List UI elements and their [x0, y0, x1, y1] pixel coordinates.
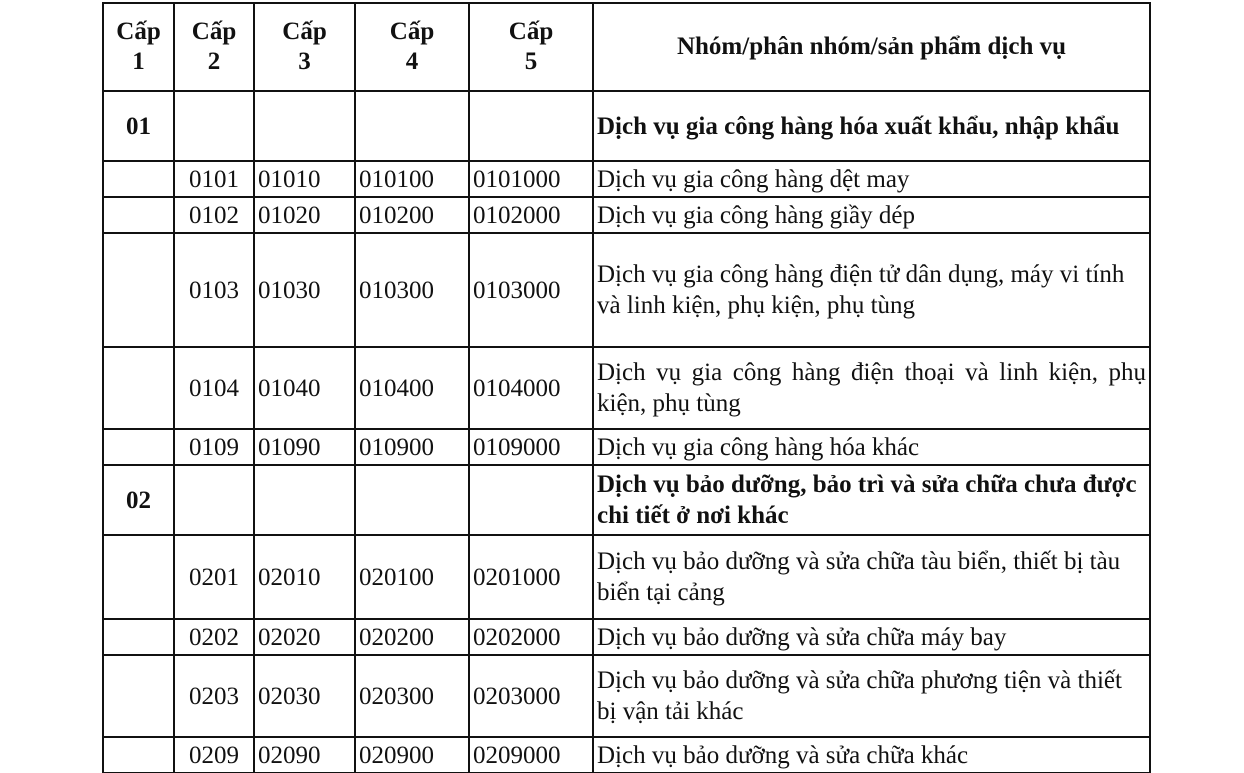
level-5-cell: 0103000 [469, 233, 593, 347]
level-4-cell: 020200 [355, 619, 469, 655]
table-header-row [103, 3, 1150, 91]
level-4-cell [355, 91, 469, 161]
description-cell: Dịch vụ gia công hàng điện tử dân dụng, máy vi tính và linh kiện, phụ kiện, phụ tùng [593, 233, 1150, 347]
level-2-cell: 0101 [174, 161, 254, 197]
description-cell: Dịch vụ gia công hàng hóa xuất khẩu, nhập khẩu [593, 91, 1150, 161]
level-2-cell: 0104 [174, 347, 254, 429]
level-5-cell: 0201000 [469, 535, 593, 619]
level-1-cell [103, 347, 174, 429]
level-1-cell [103, 233, 174, 347]
level-1-cell [103, 429, 174, 465]
description-cell: Dịch vụ gia công hàng điện thoại và linh kiện, phụ kiện, phụ tùng [593, 347, 1150, 429]
header-level-5: Cấp 5 [469, 3, 593, 91]
table-row [103, 465, 1150, 535]
level-2-cell: 0109 [174, 429, 254, 465]
level-2-cell: 0103 [174, 233, 254, 347]
level-1-cell [103, 535, 174, 619]
table-row [103, 737, 1150, 773]
description-cell: Dịch vụ bảo dưỡng và sửa chữa khác [593, 737, 1150, 773]
level-1-cell [103, 655, 174, 737]
level-4-cell: 010100 [355, 161, 469, 197]
level-4-cell: 010200 [355, 197, 469, 233]
description-cell: Dịch vụ gia công hàng hóa khác [593, 429, 1150, 465]
header-level-1: Cấp 1 [103, 3, 174, 91]
level-3-cell: 02020 [254, 619, 355, 655]
level-2-cell: 0209 [174, 737, 254, 773]
level-3-cell: 01020 [254, 197, 355, 233]
table-row [103, 233, 1150, 347]
level-5-cell: 0104000 [469, 347, 593, 429]
level-5-cell [469, 91, 593, 161]
level-3-cell: 02010 [254, 535, 355, 619]
level-5-cell: 0102000 [469, 197, 593, 233]
level-3-cell: 02090 [254, 737, 355, 773]
level-5-cell: 0209000 [469, 737, 593, 773]
level-3-cell: 02030 [254, 655, 355, 737]
table-row [103, 619, 1150, 655]
level-4-cell: 010900 [355, 429, 469, 465]
level-2-cell [174, 465, 254, 535]
level-1-cell [103, 197, 174, 233]
header-description: Nhóm/phân nhóm/sản phẩm dịch vụ [593, 3, 1150, 91]
level-5-cell [469, 465, 593, 535]
description-cell: Dịch vụ bảo dưỡng và sửa chữa phương tiện và thiết bị vận tải khác [593, 655, 1150, 737]
level-3-cell: 01030 [254, 233, 355, 347]
level-2-cell: 0202 [174, 619, 254, 655]
table-row [103, 429, 1150, 465]
level-2-cell: 0201 [174, 535, 254, 619]
header-level-2: Cấp 2 [174, 3, 254, 91]
level-5-cell: 0109000 [469, 429, 593, 465]
description-cell: Dịch vụ bảo dưỡng và sửa chữa máy bay [593, 619, 1150, 655]
level-3-cell: 01090 [254, 429, 355, 465]
level-2-cell: 0102 [174, 197, 254, 233]
header-level-4: Cấp 4 [355, 3, 469, 91]
level-1-cell: 02 [103, 465, 174, 535]
level-4-cell: 020100 [355, 535, 469, 619]
table-row [103, 655, 1150, 737]
description-cell: Dịch vụ bảo dưỡng và sửa chữa tàu biển, thiết bị tàu biển tại cảng [593, 535, 1150, 619]
table-row [103, 197, 1150, 233]
description-cell: Dịch vụ bảo dưỡng, bảo trì và sửa chữa chưa được chi tiết ở nơi khác [593, 465, 1150, 535]
level-3-cell [254, 465, 355, 535]
level-4-cell: 010400 [355, 347, 469, 429]
level-1-cell [103, 737, 174, 773]
level-2-cell: 0203 [174, 655, 254, 737]
level-1-cell [103, 619, 174, 655]
level-5-cell: 0202000 [469, 619, 593, 655]
table-row [103, 91, 1150, 161]
level-4-cell [355, 465, 469, 535]
level-4-cell: 020900 [355, 737, 469, 773]
level-5-cell: 0101000 [469, 161, 593, 197]
level-2-cell [174, 91, 254, 161]
service-code-table [102, 2, 1151, 773]
level-4-cell: 020300 [355, 655, 469, 737]
description-cell: Dịch vụ gia công hàng giầy dép [593, 197, 1150, 233]
table-row [103, 347, 1150, 429]
description-cell: Dịch vụ gia công hàng dệt may [593, 161, 1150, 197]
header-level-3: Cấp 3 [254, 3, 355, 91]
level-3-cell [254, 91, 355, 161]
level-4-cell: 010300 [355, 233, 469, 347]
table-row [103, 161, 1150, 197]
table-row [103, 535, 1150, 619]
level-3-cell: 01010 [254, 161, 355, 197]
level-1-cell [103, 161, 174, 197]
level-1-cell: 01 [103, 91, 174, 161]
level-5-cell: 0203000 [469, 655, 593, 737]
level-3-cell: 01040 [254, 347, 355, 429]
